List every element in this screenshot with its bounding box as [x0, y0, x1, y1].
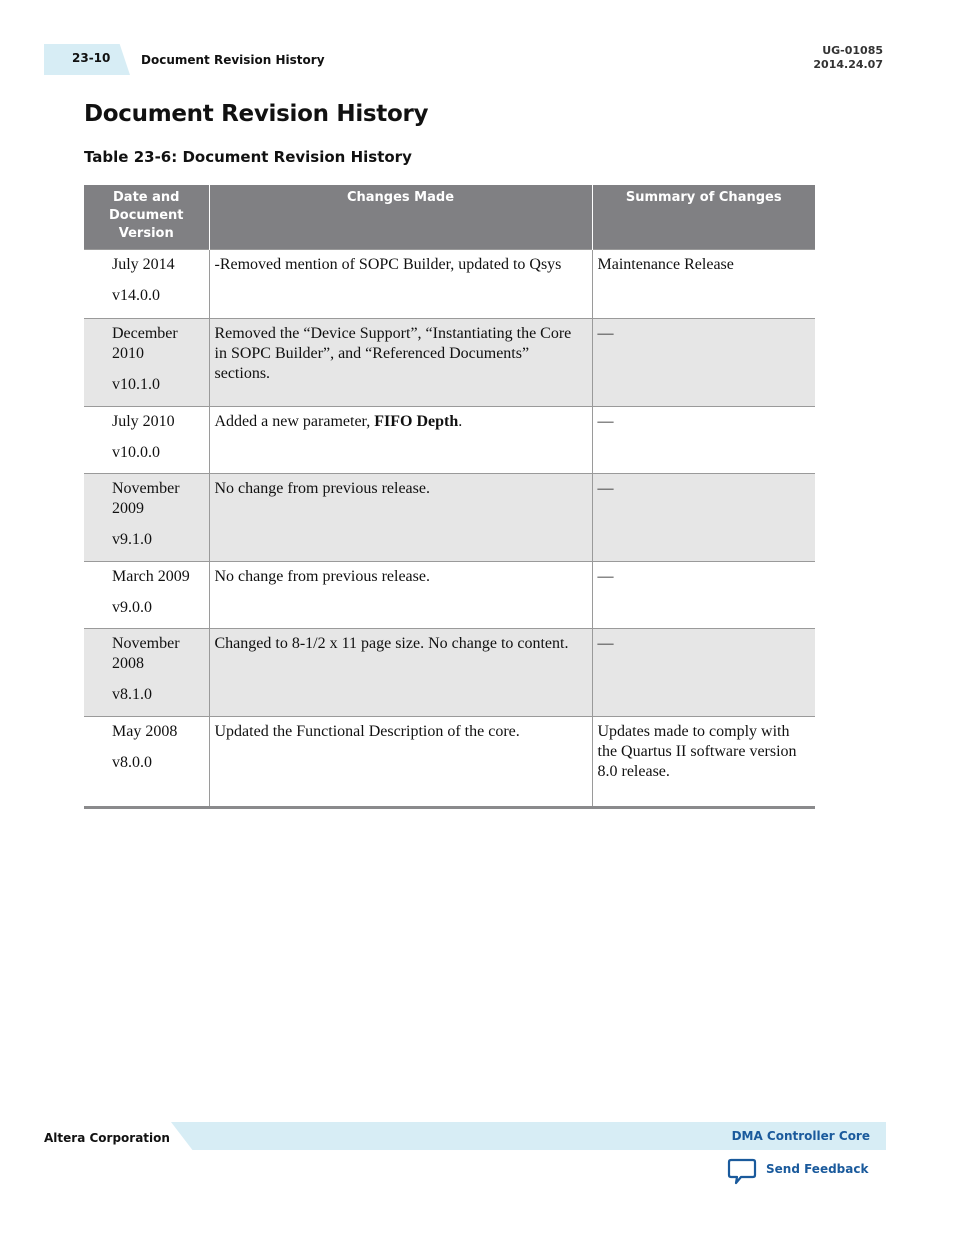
doc-id: UG-01085 — [822, 44, 883, 57]
column-header-summary: Summary of Changes — [592, 185, 815, 250]
date-cell — [84, 250, 209, 319]
speech-bubble-icon — [727, 1158, 757, 1186]
table-row — [84, 250, 815, 319]
summary-cell: — — [592, 407, 815, 474]
release-date: May 2008 — [112, 723, 178, 740]
date-cell — [84, 319, 209, 407]
date-cell — [84, 407, 209, 474]
column-header-date: Date and Document Version — [84, 185, 209, 250]
changes-cell: -Removed mention of SOPC Builder, updated to Qsys — [209, 250, 592, 319]
changes-cell: Updated the Functional Description of the core. — [209, 717, 592, 808]
send-feedback-link[interactable] — [727, 1158, 868, 1188]
table-row — [84, 319, 815, 407]
summary-cell: Maintenance Release — [592, 250, 815, 319]
release-date: November 2008 — [112, 635, 180, 672]
changes-text: Added a new parameter, — [214, 413, 375, 430]
footer-doc-title[interactable]: DMA Controller Core — [731, 1129, 870, 1143]
release-date: March 2009 — [112, 568, 190, 585]
send-feedback-label: Send Feedback — [766, 1162, 869, 1176]
summary-cell: — — [592, 319, 815, 407]
changes-text-end: . — [458, 413, 463, 430]
release-date: December 2010 — [112, 325, 178, 362]
date-cell — [84, 562, 209, 629]
release-version: v10.0.0 — [112, 444, 160, 461]
table-caption: Table 23-6: Document Revision History — [84, 148, 412, 166]
release-date: July 2010 — [112, 413, 175, 430]
summary-cell: Updates made to comply with the Quartus II software version 8.0 release. — [592, 717, 815, 808]
table-row — [84, 629, 815, 717]
date-cell — [84, 629, 209, 717]
header-doc-info — [813, 44, 883, 72]
summary-cell: — — [592, 474, 815, 562]
page-number: 23-10 — [72, 51, 111, 65]
changes-cell — [209, 407, 592, 474]
revision-history-table — [84, 185, 815, 809]
table-header-row — [84, 185, 815, 250]
footer-company: Altera Corporation — [44, 1131, 170, 1145]
page-heading: Document Revision History — [84, 101, 429, 127]
table-row — [84, 407, 815, 474]
release-version: v9.1.0 — [112, 531, 152, 548]
header-section-title: Document Revision History — [141, 53, 325, 67]
release-version: v8.0.0 — [112, 754, 152, 771]
table-row — [84, 562, 815, 629]
release-date: November 2009 — [112, 480, 180, 517]
table-row — [84, 474, 815, 562]
parameter-name: FIFO Depth — [374, 413, 459, 430]
summary-cell: — — [592, 629, 815, 717]
date-cell — [84, 474, 209, 562]
date-cell — [84, 717, 209, 808]
column-header-changes: Changes Made — [209, 185, 592, 250]
changes-cell: No change from previous release. — [209, 474, 592, 562]
changes-cell: No change from previous release. — [209, 562, 592, 629]
changes-cell: Changed to 8-1/2 x 11 page size. No change to content. — [209, 629, 592, 717]
release-version: v10.1.0 — [112, 376, 160, 393]
doc-date: 2014.24.07 — [813, 58, 883, 71]
changes-cell: Removed the “Device Support”, “Instantiating the Core in SOPC Builder”, and “Referenced Documents” sections. — [209, 319, 592, 407]
table-row — [84, 717, 815, 808]
summary-cell: — — [592, 562, 815, 629]
release-version: v14.0.0 — [112, 287, 160, 304]
release-version: v8.1.0 — [112, 686, 152, 703]
release-version: v9.0.0 — [112, 599, 152, 616]
release-date: July 2014 — [112, 256, 175, 273]
